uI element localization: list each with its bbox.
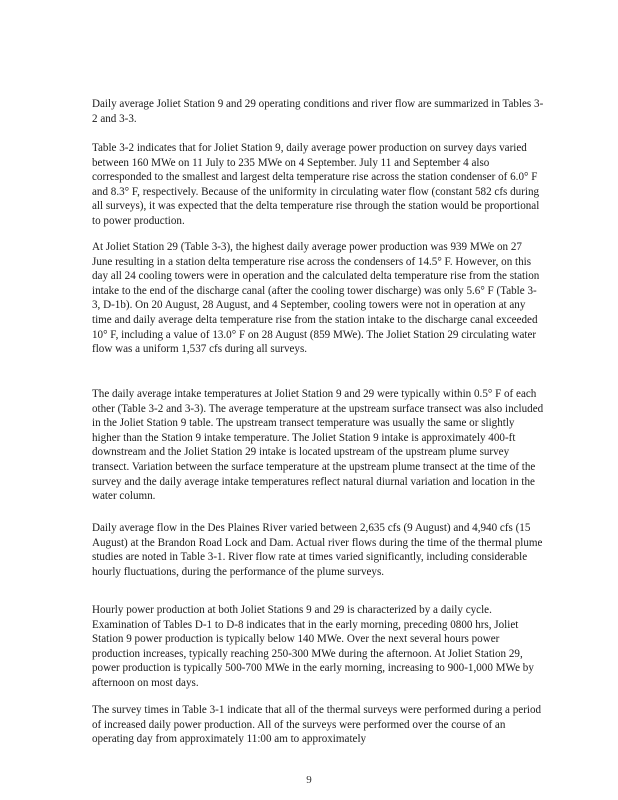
paragraph-river-flow: Daily average flow in the Des Plaines River varied between 2,635 cfs (9 August) and 4,940 cfs (15 August) at the Brandon Road Lock and Dam. Actual river flows during the time of the thermal plume studies are noted in Table 3-1. River flow rate at times varied significantly, including considerable hourly fluctuations, during the performance of the plume surveys. bbox=[92, 522, 543, 578]
paragraph-summary: Daily average Joliet Station 9 and 29 operating conditions and river flow are summarized in Tables 3-2 and 3-3. bbox=[92, 98, 544, 125]
paragraph-station-29: At Joliet Station 29 (Table 3-3), the highest daily average power production was 939 MWe on 27 June resulting in a station delta temperature rise across the condensers of 14.5° F. However, on this day all 24 cooling towers were in operation and the calculated delta temperature rise from the station intake to the end of the discharge canal (after the cooling tower discharge) was only 5.6° F (Table 3-3, D-1b). On 20 August, 28 August, and 4 September, cooling towers were not in operation at any time and daily average delta temperature rise from the station intake to the discharge canal exceeded 10° F, including a value of 13.0° F on 28 August (859 MWe). The Joliet Station 29 circulating water flow was a uniform 1,537 cfs during all surveys. bbox=[92, 241, 540, 356]
paragraph-intake-temperatures: The daily average intake temperatures at Joliet Station 9 and 29 were typically within 0.5° F of each other (Table 3-2 and 3-3). The average temperature at the upstream surface transect was also included in the Joliet Station 9 table. The upstream transect temperature was usually the same or slightly higher than the Station 9 intake temperature. The Joliet Station 9 intake is approximately 400-ft downstream and the Joliet Station 29 intake is located upstream of the upstream plume survey transect. Variation between the surface temperature at the upstream plume transect at the time of the survey and the daily average intake temperatures reflect natural diurnal variation and location in the water column. bbox=[92, 388, 544, 503]
paragraph-hourly-power: Hourly power production at both Joliet Stations 9 and 29 is characterized by a daily cycle. Examination of Tables D-1 to D-8 indicates that in the early morning, preceding 0800 hrs, Joliet Station 9 power production is typically below 140 MWe. Over the next several hours power production increases, typically reaching 250-300 MWe during the afternoon. At Joliet Station 29, power production is typically 500-700 MWe in the early morning, increasing to 900-1,000 MWe by afternoon on most days. bbox=[92, 604, 534, 689]
paragraph-survey-times: The survey times in Table 3-1 indicate that all of the thermal surveys were performed during a period of increased daily power production. All of the surveys were performed over the course of an operating day from approximately 11:00 am to approximately bbox=[92, 704, 542, 746]
paragraph-station-9: Table 3-2 indicates that for Joliet Station 9, daily average power production on survey days varied between 160 MWe on 11 July to 235 MWe on 4 September. July 11 and September 4 also corresponded to the smallest and largest delta temperature rise across the station condenser of 6.0° F and 8.3° F, respectively. Because of the uniformity in circulating water flow (constant 582 cfs during all surveys), it was expected that the delta temperature rise through the station would be proportional to power production. bbox=[92, 142, 540, 227]
page-number: 9 bbox=[306, 774, 312, 786]
